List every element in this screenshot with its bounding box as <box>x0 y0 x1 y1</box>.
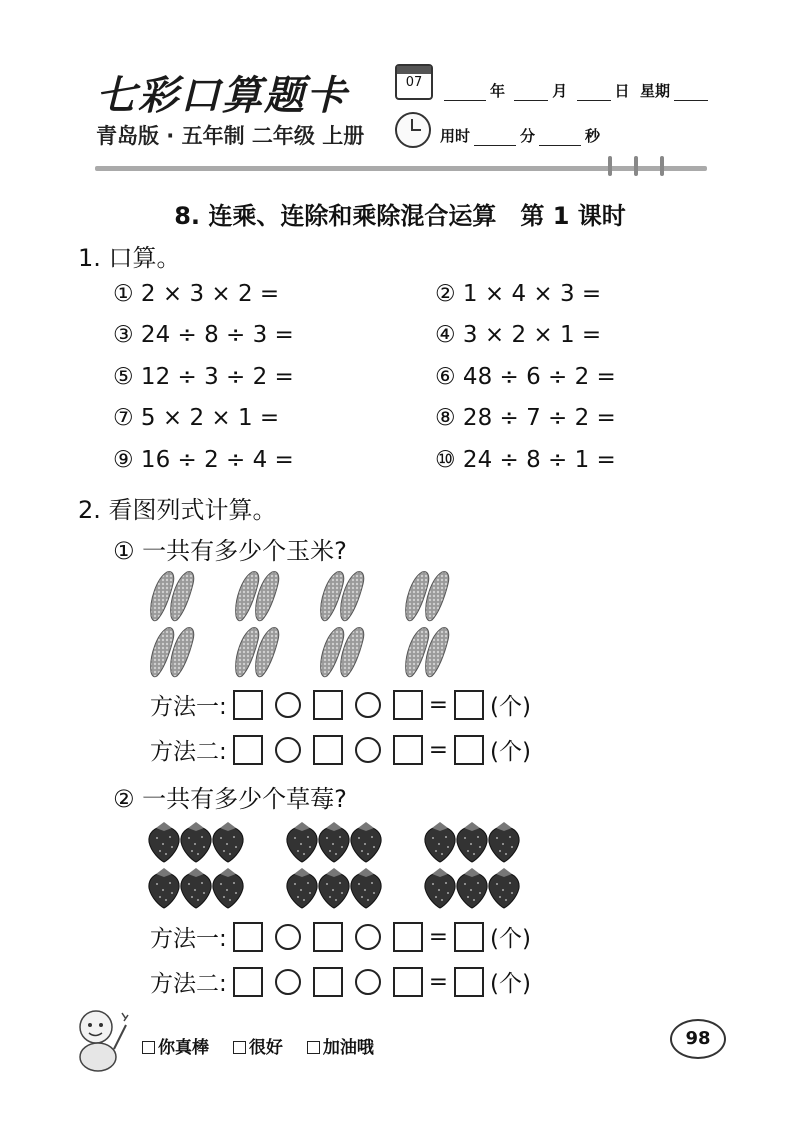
answer-box[interactable] <box>313 690 343 720</box>
strawberry-icon <box>287 868 381 908</box>
clock-icon <box>395 112 431 148</box>
answer-box[interactable] <box>393 690 423 720</box>
corn-icon <box>321 572 364 621</box>
eval-option-3[interactable] <box>307 1038 374 1058</box>
eval-option-label: 很好 <box>248 1038 283 1058</box>
oral-item-4: ④ 3 × 2 × 1 = <box>435 322 602 348</box>
q1-method2-row <box>150 733 531 766</box>
unit-label: (个) <box>490 739 531 765</box>
weekday-blank[interactable] <box>674 86 708 101</box>
result-box[interactable] <box>454 967 484 997</box>
answer-box[interactable] <box>233 967 263 997</box>
strawberry-icon <box>425 868 519 908</box>
brand-title: 七彩口算题卡 <box>96 72 348 119</box>
day-blank[interactable] <box>577 86 611 101</box>
weekday-label: 星期 <box>639 82 670 100</box>
q1-method1-row <box>150 688 531 721</box>
q2-method1-row <box>150 920 531 953</box>
ring-icon <box>634 156 638 176</box>
answer-box[interactable] <box>313 967 343 997</box>
unit-label: (个) <box>490 694 531 720</box>
operator-circle[interactable] <box>355 737 381 763</box>
minutes-label: 分 <box>520 127 536 145</box>
strawberry-icon <box>425 822 519 862</box>
corn-icon <box>236 572 279 621</box>
calendar-icon <box>395 64 433 100</box>
corn-icon <box>406 572 449 621</box>
oral-item-8: ⑧ 28 ÷ 7 ÷ 2 = <box>435 405 616 431</box>
operator-circle[interactable] <box>275 737 301 763</box>
lesson-title: 8. 连乘、连除和乘除混合运算 第 1 课时 <box>174 202 626 230</box>
eval-option-2[interactable] <box>233 1038 283 1058</box>
corn-icon <box>321 628 364 677</box>
year-label: 年 <box>490 82 506 100</box>
answer-box[interactable] <box>393 967 423 997</box>
answer-box[interactable] <box>393 735 423 765</box>
oral-item-3: ③ 24 ÷ 8 ÷ 3 = <box>113 322 294 348</box>
corn-icon <box>236 628 279 677</box>
equals-sign: = <box>428 736 449 763</box>
checkbox[interactable] <box>233 1041 246 1054</box>
seconds-label: 秒 <box>585 127 601 145</box>
month-label: 月 <box>552 82 568 100</box>
eval-option-label: 你真棒 <box>158 1038 209 1058</box>
page-number: 98 <box>670 1019 726 1059</box>
corn-icon <box>151 628 194 677</box>
eval-option-1[interactable] <box>142 1038 209 1058</box>
checkbox[interactable] <box>307 1041 320 1054</box>
section2-heading: 2. 看图列式计算。 <box>78 496 277 524</box>
year-blank[interactable] <box>444 86 486 101</box>
operator-circle[interactable] <box>275 924 301 950</box>
equals-sign: = <box>428 968 449 995</box>
oral-item-9: ⑨ 16 ÷ 2 ÷ 4 = <box>113 447 294 473</box>
month-blank[interactable] <box>514 86 548 101</box>
strawberry-icon <box>287 822 381 862</box>
time-fields <box>440 125 600 146</box>
strawberry-icon <box>149 868 243 908</box>
answer-box[interactable] <box>313 735 343 765</box>
date-fields <box>440 80 712 101</box>
day-label: 日 <box>614 82 630 100</box>
self-evaluation <box>142 1033 392 1058</box>
unit-label: (个) <box>490 926 531 952</box>
mascot-icon <box>70 1005 134 1073</box>
operator-circle[interactable] <box>275 969 301 995</box>
oral-item-7: ⑦ 5 × 2 × 1 = <box>113 405 280 431</box>
operator-circle[interactable] <box>355 692 381 718</box>
checkbox[interactable] <box>142 1041 155 1054</box>
binder-rings <box>604 156 674 176</box>
result-box[interactable] <box>454 922 484 952</box>
operator-circle[interactable] <box>275 692 301 718</box>
minutes-blank[interactable] <box>474 131 516 146</box>
q2-method1-label: 方法一: <box>150 926 227 952</box>
seconds-blank[interactable] <box>539 131 581 146</box>
ring-icon <box>660 156 664 176</box>
strawberry-icon <box>149 822 243 862</box>
oral-item-2: ② 1 × 4 × 3 = <box>435 281 602 307</box>
strawberry-picture <box>146 820 526 912</box>
q1-method2-label: 方法二: <box>150 739 227 765</box>
operator-circle[interactable] <box>355 924 381 950</box>
q2-method2-label: 方法二: <box>150 971 227 997</box>
result-box[interactable] <box>454 735 484 765</box>
edition-label: 青岛版 · 五年制 二年级 上册 <box>96 124 365 148</box>
ring-icon <box>608 156 612 176</box>
answer-box[interactable] <box>233 922 263 952</box>
oral-item-5: ⑤ 12 ÷ 3 ÷ 2 = <box>113 364 294 390</box>
oral-item-1: ① 2 × 3 × 2 = <box>113 281 280 307</box>
q1-prompt: ① 一共有多少个玉米? <box>113 537 347 565</box>
q2-prompt: ② 一共有多少个草莓? <box>113 785 347 813</box>
result-box[interactable] <box>454 690 484 720</box>
answer-box[interactable] <box>313 922 343 952</box>
oral-item-6: ⑥ 48 ÷ 6 ÷ 2 = <box>435 364 616 390</box>
equals-sign: = <box>428 691 449 718</box>
q1-method1-label: 方法一: <box>150 694 227 720</box>
answer-box[interactable] <box>233 735 263 765</box>
corn-picture <box>145 568 475 680</box>
calendar-day: 07 <box>405 75 423 90</box>
q2-method2-row <box>150 965 531 998</box>
time-used-label: 用时 <box>440 127 471 145</box>
answer-box[interactable] <box>393 922 423 952</box>
unit-label: (个) <box>490 971 531 997</box>
operator-circle[interactable] <box>355 969 381 995</box>
corn-icon <box>151 572 194 621</box>
eval-option-label: 加油哦 <box>322 1038 374 1058</box>
corn-icon <box>406 628 449 677</box>
section1-heading: 1. 口算。 <box>78 244 181 272</box>
oral-item-10: ⑩ 24 ÷ 8 ÷ 1 = <box>435 447 616 473</box>
answer-box[interactable] <box>233 690 263 720</box>
equals-sign: = <box>428 923 449 950</box>
